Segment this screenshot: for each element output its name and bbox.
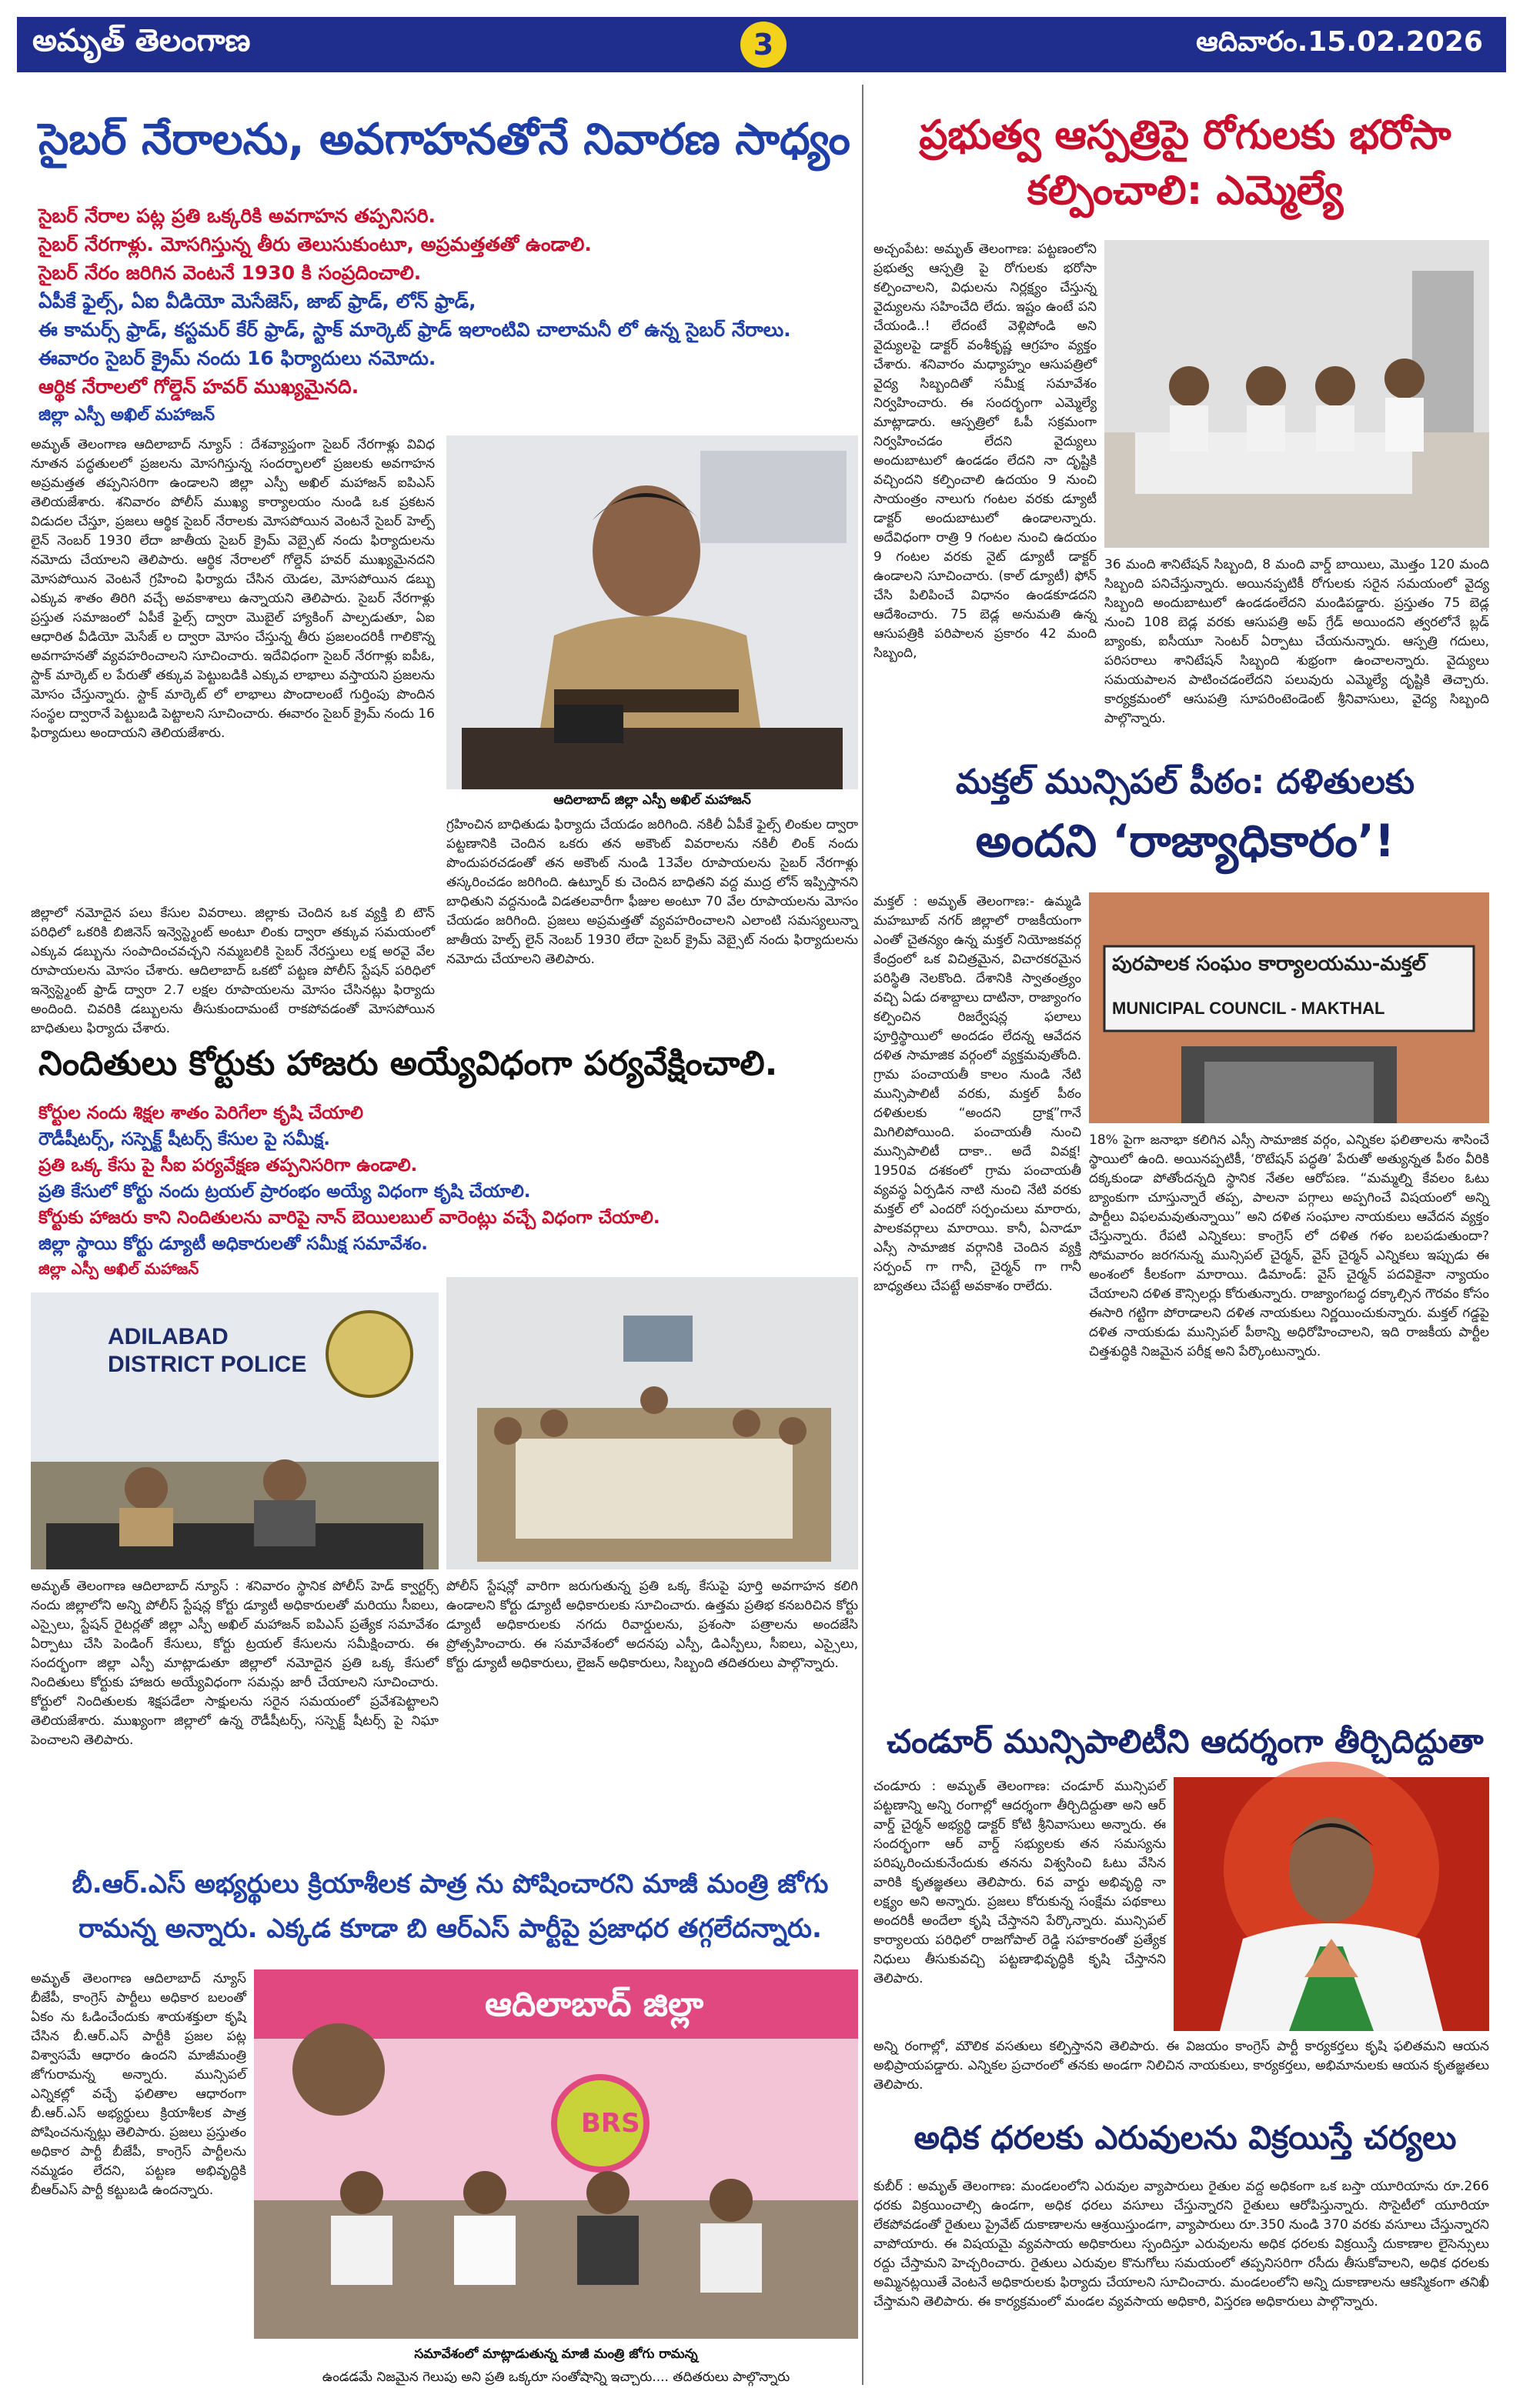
cyber-bullet: ఏపీకే ఫైల్స్, ఏఐ వీడియో మెసేజెస్, జాబ్ ఫ్రాడ్, లోన్ ఫ్రాడ్, — [38, 290, 476, 312]
courts-bullet: రౌడీషీటర్స్, సస్పెక్ట్ షీటర్స్ కేసుల పై సమీక్ష. — [38, 1129, 330, 1149]
courts-bullet: జిల్లా స్థాయి కోర్టు డ్యూటీ అధికారులతో సమీక్ష సమావేశం. — [38, 1234, 429, 1254]
courts-bullets — [38, 1100, 854, 1280]
cyber-bullet: ఈ కామర్స్ ఫ్రాడ్, కస్టమర్ కేర్ ఫ్రాడ్, స్టాక్ మార్కెట్ ఫ్రాడ్ ఇలాంటివి చాలామనీ లో ఉన్న సైబర్ నేరాలు. — [38, 319, 791, 341]
municipal-sign-telugu: పురపాలక సంఘం కార్యాలయము-మక్తల్ — [1112, 952, 1426, 976]
hospital-body-bottom: 36 మంది శానిటేషన్ సిబ్బంది, 8 మంది వార్డ్ బాయిలు, మొత్తం 120 మంది సిబ్బంది పనిచేస్తున్నారు. అయినప్పటికీ రోగులకు సరైన సమయంలో వైద్య సిబ్బంది అందుబాటులో ఉండడంలేదని మండిపడ్డారు. ప్రస్తుతం 75 బెడ్ల నుంచి 108 బెడ్ల వరకు ఆసుపత్రి అప్ గ్రేడ్ అయిందని త్వరలోనే బ్లడ్ బ్యాంకు, ఐసీయూ సెంటర్ ఏర్పాటు చేయనున్నారు. ఆస్పత్రి గదులు, పరిసరాలు శానిటేషన్ సిబ్బంది శుభ్రంగా ఉంచాలన్నారు. వైద్యులు సమయపాలన పాటించడంలేదని పలువురు ఎమ్మెల్యే దృష్టికి తెచ్చారు. కార్యక్రమంలో ఆసుపత్రి సూపరింటెండెంట్ శ్రీనివాసులు, వైద్య సిబ్బంది పాల్గొన్నారు. — [1104, 557, 1489, 726]
newspaper-brand: అమృత్ తెలంగాణ — [32, 23, 251, 58]
hospital-meeting-illustration — [1104, 240, 1489, 548]
masthead — [17, 17, 1506, 72]
courts-body-right: పోలీస్ స్టేషన్లో వారిగా జరుగుతున్న ప్రతి ఒక్క కేసుపై పూర్తి అవగాహన కలిగి ఉండాలని కోర్టు డ్యూటీ అధికారులకు సూచించారు. ఉత్తమ ప్రతిభ కనబరిచిన కోర్టు డ్యూటీ అధికారులకు నగదు రివార్డులను, ప్రశంసా పత్రాలను అందజేసి ప్రోత్సహించారు. ఈ సమావేశంలో అదనపు ఎస్పీ, డిఎస్పీలు, సీఐలు, ఎస్సైలు, కోర్టు డ్యూటీ అధికారులు, లైజన్ అధికారులు, సిబ్బంది తదితరులు పాల్గొన్నారు. — [446, 1579, 858, 1671]
cyber-byline: జిల్లా ఎస్పీ అఖిల్ మహాజన్ — [38, 405, 215, 425]
brs-photo-caption: సమావేశంలో మాట్లాడుతున్న మాజీ మంత్రి జోగు రామన్న — [414, 2346, 698, 2362]
brs-logo-text: BRS — [581, 2108, 640, 2139]
court-meeting-illustration-2 — [446, 1277, 858, 1569]
court-meeting-photo-2 — [446, 1277, 858, 1569]
fertilizer-body: కుబీర్ : అమృత్ తెలంగాణ: మండలంలోని ఎరువుల వ్యాపారులు రైతుల వద్ద అధికంగా ఒక బస్తా యూరియాను రూ.266 ధరకు విక్రయించాల్సి ఉండగా, అధిక ధరలు వసూలు చేస్తున్నారని రైతులు ఆరోపిస్తున్నారు. సొసైటీలో యూరియా లేకపోవడంతో రైతులు ప్రైవేట్ దుకాణాలను ఆశ్రయిస్తుండగా, వ్యాపారులు రూ.350 నుండి 370 వరకు వసూలు చేస్తున్నారని వాపోయారు. ఈ విషయమై వ్యవసాయ అధికారులు స్పందిస్తూ ఎరువులను అధిక ధరలకు విక్రయిస్తే దుకాణాల లైసెన్సులు రద్దు చేస్తామని హెచ్చరించారు. రైతులు ఎరువుల కొనుగోలు సమయంలో తప్పనిసరిగా రసీదు తీసుకోవాలని, అధిక ధరలకు అమ్మినట్లయితే వెంటనే అధికారులకు ఫిర్యాదు చేయాలని సూచించారు. మండలంలోని అన్ని దుకాణాలను ఆకస్మికంగా తనిఖీ చేస్తామని తెలిపారు. ఈ కార్యక్రమంలో మండల వ్యవసాయ అధికారి, విస్తరణ అధికారులు పాల్గొన్నారు. — [873, 2179, 1489, 2310]
sp-portrait-caption: ఆదిలాబాద్ జిల్లా ఎస్పీ అఖిల్ మహాజన్ — [553, 792, 751, 808]
cyber-body-left: అమృత్ తెలంగాణ ఆదిలాబాద్ న్యూస్ : దేశవ్యాప్తంగా సైబర్ నేరగాళ్లు వివిధ నూతన పద్ధతులలో ప్రజలను మోసగిస్తున్న సందర్భాలలో ప్రజలకు అవగాహన అప్రమత్తత తప్పనిసరిగా ఉండాలని జిల్లా ఎస్పీ అఖిల్ మహాజన్ ఐపిఎస్ తెలియజేశారు. శనివారం పోలీస్ ముఖ్య కార్యాలయం నుండి ఒక ప్రకటన విడుదల చేస్తూ, ప్రజలు ఆర్థిక సైబర్ నేరాలకు మోసపోయిన వెంటనే సైబర్ హెల్ప్ లైన్ నెంబర్ 1930 లేదా జాతీయ సైబర్ క్రైమ్ వెబ్సైట్ నందు ఫిర్యాదులను నమోదు చేయాలని తెలిపారు. ఆర్థిక నేరాలలో గోల్డెన్ హవర్ ముఖ్యమైనదని మోసపోయిన వెంటనే గ్రహించి ఫిర్యాదు చేసిన యెడల, మోసపోయిన డబ్బు ఎక్కువ శాతం తిరిగి వచ్చే అవకాశాలు ఉన్నాయని తెలిపారు. సైబర్ నేరగాళ్లు ప్రస్తుత సమాజంలో ఏపీకే ఫైల్స్ ద్వారా మొబైల్ హ్యాకింగ్ పాల్పడుతూ, ఏఐ ఆధారిత వీడియో మెసేజ్ ల ద్వారా మోసం చేస్తున్న తీరు ప్రజలందరికీ గాలికొన్న అవగాహనతో వ్యవహరించాలని సూచించారు. ఇదేవిధంగా సైబర్ నేరగాళ్లు ఐపీఓ, స్టాక్ మార్కెట్ ల పేరుతో తక్కువ పెట్టుబడికి ఎక్కువ లాభాలు వస్తాయని ప్రజలను మోసం చేస్తున్నారు. స్టాక్ మార్కెట్ లో లాభాలు పొందాలంటే గుర్తింపు పొందిన సంస్థల ద్వారానే పెట్టుబడి పెట్టాలని సూచించారు. ఈవారం సైబర్ క్రైమ్ నందు 16 ఫిర్యాదులు అందాయని తెలియజేశారు. — [31, 437, 435, 741]
brs-body-tail: ఉండడమే నిజమైన గెలుపు అని ప్రతి ఒక్కరూ సంతోషాన్ని ఇచ్చారు.... తదితరులు పాల్గొన్నారు — [322, 2370, 790, 2385]
maktal-headline-line1: మక్తల్ మున్సిపల్ పీఠం: దళితులకు — [955, 762, 1415, 802]
brs-meeting-photo — [254, 1969, 858, 2339]
cyber-bullet: ఈవారం సైబర్ క్రైమ్ నందు 16 ఫిర్యాదులు నమోదు. — [38, 347, 436, 369]
court-meeting-photo-1 — [31, 1292, 439, 1569]
cyber-bullets — [38, 202, 854, 429]
municipal-office-photo — [1089, 892, 1489, 1123]
column-divider — [862, 85, 863, 2385]
chandur-candidate-photo — [1174, 1777, 1489, 2031]
cyber-bullet: ఆర్థిక నేరాలలో గోల్డెన్ హవర్ ముఖ్యమైనది. — [38, 375, 359, 398]
courts-bullet: ప్రతి కేసులో కోర్టు నందు ట్రయల్ ప్రారంభం అయ్యే విధంగా కృషి చేయాలి. — [38, 1182, 531, 1202]
issue-date: ఆదివారం.15.02.2026 — [1196, 26, 1483, 58]
police-wall-sign: ADILABAD DISTRICT POLICE — [108, 1324, 307, 1377]
municipal-sign-english: MUNICIPAL COUNCIL - MAKTHAL — [1112, 999, 1385, 1018]
maktal-body-right: 18% పైగా జనాభా కలిగిన ఎస్సీ సామాజిక వర్గం, ఎన్నికల ఫలితాలను శాసించే స్థాయిలో ఉంది. అయినప్పటికీ, ‘రొటేషన్ పద్ధతి’ పేరుతో అత్యున్నత పీఠం వీరికి దక్కకుండా పోతోందన్నది స్థానిక నేతల ఆరోపణ. “మమ్మల్ని కేవలం ఓటు బ్యాంకుగా చూస్తున్నారే తప్ప, పాలనా పగ్గాలు అప్పగించే విషయంలో అన్ని పార్టీలు విఫలమవుతున్నాయి” అని దళిత సంఘాల నాయకులు ఆవేదన వ్యక్తం చేస్తున్నారు. రేపటి ఎన్నికలు: కాంగ్రెస్ లో దళిత గళం బలపడుతుందా? సోమవారం జరగనున్న మున్సిపల్ చైర్మన్, వైస్ చైర్మన్ ఎన్నికలు ఇప్పుడు ఈ అంశంలో కీలకంగా మారాయి. డిమాండ్: వైస్ చైర్మన్ పదవికైనా న్యాయం చేయాలని దళిత కౌన్సిలర్లు కోరుతున్నారు. రాజ్యాంగబద్ధ దక్కాల్సిన గౌరవం కోసం ఈసారి గట్టిగా పోరాడాలని దళిత నాయకులు నిర్ణయించుకున్నారు. మక్తల్ గడ్డపై దళిత నాయకుడు మున్సిపల్ పీఠాన్ని అధిరోహించాలని, ఇది రాజకీయ పార్టీల చిత్తశుద్ధికి నిజమైన పరీక్ష అని పేర్కొంటున్నారు. — [1089, 1132, 1489, 1359]
courts-body-left: అమృత్ తెలంగాణ ఆదిలాబాద్ న్యూస్ : శనివారం స్థానిక పోలీస్ హెడ్ క్వార్టర్స్ నందు జిల్లాలోని అన్ని పోలీస్ స్టేషన్ల కోర్టు డ్యూటీ అధికారులతో మరియు సీఐలు, ఎస్సైలు, స్టేషన్ రైటర్లతో జిల్లా ఎస్పీ అఖిల్ మహాజన్ ఐపిఎస్ ప్రత్యేక సమావేశం ఏర్పాటు చేసి పెండింగ్ కేసులు, కోర్టు ట్రయల్ కేసులను సమీక్షించారు. ఈ సందర్భంగా జిల్లా ఎస్పీ మాట్లాడుతూ జిల్లాలో నమోదైన ప్రతి ఒక్క కేసులో నిందితులు కోర్టుకు హాజరు అయ్యేవిధంగా సమన్లు జారీ చేయాలని సూచించారు. కోర్టులో నిందితులకు శిక్షపడేలా సాక్షులను సరైన సమయంలో ప్రవేశపెట్టాలని తెలియజేశారు. ముఖ్యంగా జిల్లాలో ఉన్న రౌడీషీటర్స్, సస్పెక్ట్ షీటర్స్ పై నిఘా పెంచాలని తెలిపారు. — [31, 1579, 439, 1748]
chandur-candidate-illustration — [1174, 1777, 1489, 2031]
maktal-body-left: మక్తల్ : అమృత్ తెలంగాణ:- ఉమ్మడి మహబూబ్ నగర్ జిల్లాలో రాజకీయంగా ఎంతో చైతన్యం ఉన్న మక్తల్ నియోజకవర్గ కేంద్రంలో ఒక విచిత్రమైన, విచారకరమైన పరిస్థితి నెలకొంది. దేశానికి స్వాతంత్ర్యం వచ్చి ఏడు దశాబ్దాలు దాటినా, రాజ్యాంగం కల్పించిన రిజర్వేషన్ల ఫలాలు పూర్తిస్థాయిలో అందడం లేదన్న ఆవేదన దళిత సామాజిక వర్గంలో వ్యక్తమవుతోంది. గ్రామ పంచాయతీ కాలం నుండి నేటి మున్సిపాలిటీ వరకు, మక్తల్ పీఠం దళితులకు “అందని ద్రాక్ష”గానే మిగిలిపోయింది. పంచాయతీ నుంచి మున్సిపాలిటీ దాకా.. అదే వివక్ష! 1950వ దశకంలో గ్రామ పంచాయతీ వ్యవస్థ ఏర్పడిన నాటి నుంచి నేటి వరకు మక్తల్ లో ఎందరో సర్పంచులు మారారు, పాలకవర్గాలు మారాయి. కానీ, ఏనాడూ ఎస్సీ సామాజిక వర్గానికి చెందిన వ్యక్తి సర్పంచ్ గా గానీ, చైర్మన్ గా గానీ బాధ్యతలు చేపట్టే అవకాశం రాలేదు. — [873, 894, 1081, 1294]
cyber-bullet: సైబర్ నేరాల పట్ల ప్రతి ఒక్కరికి అవగాహన తప్పనిసరి. — [38, 205, 436, 227]
chandur-body-bottom: అన్ని రంగాల్లో, మౌలిక వసతులు కల్పిస్తానని తెలిపారు. ఈ విజయం కాంగ్రెస్ పార్టీ కార్యకర్తలు కృషి ఫలితమని ఆయన అభిప్రాయపడ్డారు. ఎన్నికల ప్రచారంలో తనకు అండగా నిలిచిన నాయకులు, కార్యకర్తలు, అభిమానులకు ఆయన కృతజ్ఞతలు తెలిపారు. — [873, 2039, 1489, 2093]
courts-headline: నిందితులు కోర్టుకు హాజరు అయ్యేవిధంగా పర్యవేక్షించాలి. — [38, 1044, 778, 1083]
cyber-body-bottom: జిల్లాలో నమోదైన పలు కేసుల వివరాలు. జిల్లాకు చెందిన ఒక వ్యక్తి బి టౌన్ పరిధిలో ఒకరికి బిజినెస్ ఇన్వెస్ట్మెంట్ అంటూ లింకు ద్వారా తక్కువ సమయంలో ఎక్కువ డబ్బును సంపాదించవచ్చని నమ్మబలికి సైబర్ నేరస్తులు లక్ష అరవై వేల రూపాయలను మోసం చేశారు. ఆదిలాబాద్ ఒకటో పట్టణ పోలీస్ స్టేషన్ పరిధిలో ఇన్వెస్ట్మెంట్ ఫ్రాడ్ ద్వారా 2.7 లక్షల రూపాయలను మోసం చేసినట్లు ఫిర్యాదు అందింది. చివరికి డబ్బులను తీసుకుందామంటే రాకపోవడంతో మోసపోయిన బాధితులు ఫిర్యాదు చేశారు. — [31, 906, 435, 1036]
fertilizer-headline: అధిక ధరలకు ఎరువులను విక్రయిస్తే చర్యలు — [913, 2119, 1457, 2156]
page-number: 3 — [740, 22, 787, 68]
courts-byline: జిల్లా ఎస్పీ అఖిల్ మహాజన్ — [38, 1259, 199, 1278]
brs-banner-text: ఆదిలాబాద్ జిల్లా — [485, 1985, 704, 2024]
cyber-headline: సైబర్ నేరాలను, అవగాహనతోనే నివారణ సాధ్యం — [38, 115, 850, 165]
courts-bullet: ప్రతి ఒక్క కేసు పై సీఐ పర్యవేక్షణ తప్పనిసరిగా ఉండాలి. — [38, 1156, 418, 1176]
courts-bullet: కోర్టుల నందు శిక్షల శాతం పెరిగేలా కృషి చేయాలి — [38, 1103, 364, 1123]
hospital-body: అచ్చంపేట: అమృత్ తెలంగాణ: పట్టణంలోని ప్రభుత్వ ఆస్పత్రి పై రోగులకు భరోసా కల్పించాలని, విధులను నిర్లక్ష్యం చేస్తున్న వైద్యులను సహించేది లేదు. ఇష్టం ఉంటే పని చేయండి..! లేదంటే వెళ్లిపోండి అని వైద్యులపై డాక్టర్ వంశీకృష్ణ ఆగ్రహం వ్యక్తం చేశారు. శనివారం మధ్యాహ్నం ఆసుపత్రిలో వైద్య సిబ్బందితో సమీక్ష సమావేశం నిర్వహించారు. ఈ సందర్భంగా ఎమ్మెల్యే మాట్లాడారు. ఆస్పత్రిలో ఓపీ సక్రమంగా నిర్వహించడం లేదని వైద్యులు అందుబాటులో ఉండడం లేదని నా దృష్టికి వచ్చిందని కల్పించాలి ఉదయం 9 నుంచి సాయంత్రం నాలుగు గంటల వరకు డ్యూటీ డాక్టర్ అందుబాటులో ఉండాలన్నారు. అదేవిధంగా రాత్రి 9 గంటల నుంచి ఉదయం 9 గంటల వరకు నైట్ డ్యూటీ డాక్టర్ ఉండాలని సూచించారు. (కాల్ డ్యూటీ) ఫోన్ చేసి పిలిపించే విధానం ఉండకూడదని ఆదేశించారు. 75 బెడ్ల అనుమతి ఉన్న ఆసుపత్రికి పరిపాలన ప్రకారం 42 మంది సిబ్బంది, — [873, 242, 1097, 661]
hospital-headline: ప్రభుత్వ ఆస్పత్రిపై రోగులకు భరోసా కల్పించాలి: ఎమ్మెల్యే — [919, 112, 1451, 214]
cyber-bullet: సైబర్ నేరగాళ్లు. మోసగిస్తున్న తీరు తెలుసుకుంటూ, అప్రమత్తతతో ఉండాలి. — [38, 233, 592, 255]
cyber-bullet: సైబర్ నేరం జరిగిన వెంటనే 1930 కి సంప్రదించాలి. — [38, 262, 422, 284]
sp-portrait-photo — [446, 435, 858, 789]
chandur-body: చండూరు : అమృత్ తెలంగాణ: చండూర్ మున్సిపల్ పట్టణాన్ని అన్ని రంగాల్లో ఆదర్శంగా తీర్చిదిద్దుతా అని ఆర్ వార్డ్ చైర్మన్ అభ్యర్థి డాక్టర్ కోటి శ్రీనివాసులు అన్నారు. ఈ సందర్భంగా ఆర్ వార్డ్ సభ్యులకు తన సమస్యను పరిష్కరించుకునేందుకు తనను విశ్వసించి ఓటు వేసిన వారికి కృతజ్ఞతలు తెలిపారు. 6వ వార్డు అభివృద్ధి నా లక్ష్యం అని అన్నారు. ప్రజలు కోరుకున్న సంక్షేమ పథకాలు అందరికీ అందేలా కృషి చేస్తానని పేర్కొన్నారు. మున్సిపల్ కార్యాలయ పరిధిలో రాజగోపాల్ రెడ్డి సహకారంతో ప్రత్యేక నిధులు తీసుకువచ్చి పట్టణాభివృద్ధికి కృషి చేస్తానని తెలిపారు. — [873, 1779, 1166, 1986]
brs-body: అమృత్ తెలంగాణ ఆదిలాబాద్ న్యూస్ బీజేపీ, కాంగ్రెస్ పార్టీలు అధికార బలంతో ఏకం ను ఓడించేందుకు శాయశక్తులా కృషి చేసిన బీ.ఆర్.ఎస్ పార్టీకి ప్రజల పట్ల విశ్వాసమే ఆధారం ఉందని మాజీమంత్రి జోగురామన్న అన్నారు. మున్సిపల్ ఎన్నికల్లో వచ్చే ఫలితాల ఆధారంగా బీ.ఆర్.ఎస్ అభ్యర్థులు క్రియాశీలక పాత్ర పోషించనున్నట్లు తెలిపారు. ప్రజలు ప్రస్తుతం అధికార పార్టీ బీజేపీ, కాంగ్రెస్ పార్టీలను నమ్మడం లేదని, పట్టణ అభివృద్ధికి బీఆర్ఎస్ పార్టీ కట్టుబడి ఉందన్నారు. — [31, 1971, 246, 2198]
maktal-headline-line2: అందని ‘రాజ్యాధికారం’! — [975, 815, 1395, 867]
hospital-meeting-photo — [1104, 240, 1489, 548]
chandur-headline: చండూర్ మున్సిపాలిటీని ఆదర్శంగా తీర్చిదిద్దుతా — [887, 1723, 1484, 1760]
sp-portrait-illustration — [446, 435, 858, 789]
cyber-body-right: గ్రహించిన బాధితుడు ఫిర్యాదు చేయడం జరిగింది. నకిలీ ఏపీకే ఫైల్స్ లింకుల ద్వారా పట్టణానికి చెందిన ఒకరు తన అకౌంట్ వివరాలను నకిలీ లింక్ నందు పొందుపరచడంతో తన అకౌంట్ నుండి 13వేల రూపాయలను సైబర్ నేరగాళ్లు తస్కరించడం జరిగింది. ఉట్నూర్ కు చెందిన బాధితని వద్ద ముద్ర లోన్ ఇప్పిస్తానని బాధితుని వద్దనుండి విడతలవారీగా ఫీజుల అంటూ 70 వేల రూపాయలను మోసం చేయడం జరిగింది. ప్రజలు అప్రమత్తతో వ్యవహరించాలని ఎలాంటి సమస్యలున్నా జాతీయ హెల్ప్ లైన్ నెంబర్ 1930 లేదా సైబర్ క్రైమ్ వెబ్సైట్ నందు ఫిర్యాదులను నమోదు చేయాలని తెలిపారు. — [446, 817, 858, 967]
courts-bullet: కోర్టుకు హాజరు కాని నిందితులను వారిపై నాన్ బెయిలబుల్ వారెంట్లు వచ్చే విధంగా చేయాలి. — [38, 1208, 660, 1228]
brs-headline: బీ.ఆర్.ఎస్ అభ్యర్థులు క్రియాశీలక పాత్ర ను పోషించారని మాజీ మంత్రి జోగు రామన్న అన్నారు. ఎక్కడ కూడా బి ఆర్ఎస్ పార్టీపై ప్రజాధర తగ్గలేదన్నారు. — [72, 1869, 829, 1944]
